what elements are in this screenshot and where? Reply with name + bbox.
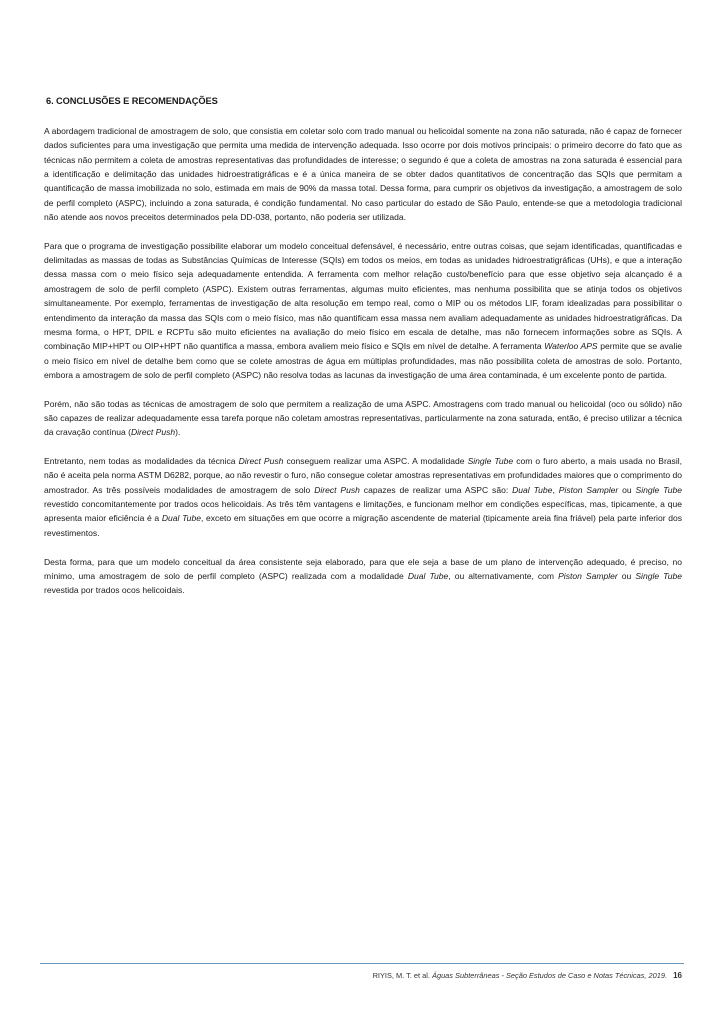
paragraph-4-text-k: ou	[618, 484, 636, 495]
page-footer	[373, 971, 682, 980]
page-number: 16	[673, 971, 682, 980]
paragraph-2-text-a: Para que o programa de investigação possibilite elaborar um modelo conceitual defensável, é necessário, entre outras coisas, que sejam identificadas, quantificadas e delimitadas as massas de todas as Substâncias Químicas de Interesse (SQIs) em todos os meios, em todas as unidades hidroestratigráficas (UHs), e que a interação dessa massa com o meio físico seja adequadamente entendida. A ferramenta com melhor relação custo/benefício para que esse objetivo seja alcançado é a amostragem de solo de perfil completo (ASPC). Existem outras ferramentas, algumas muito eficientes, mas nenhuma possibilita que se atinja todos os objetivos simultaneamente. Por exemplo, ferramentas de investigação de alta resolução em tempo real, como o MIP ou os métodos LIF, foram idealizadas para possibilitar o entendimento da interação da massa das SQIs com o meio físico, mas não quantificam essa massa nem avaliam adequadamente as unidades hidroestratigráficas. Da mesma forma, o HPT, DPIL e RCPTu são muito eficientes na avaliação do meio físico em escala de detalhe, mas não fornecem informações sobre as SQIs. A combinação MIP+HPT ou OIP+HPT não quantifica a massa, embora avaliem meio físico e SQIs em nível de detalhe. A ferramenta	[44, 240, 682, 352]
paragraph-4-italic-f: Direct Push	[314, 484, 360, 495]
paragraph-4	[44, 454, 682, 540]
footer-authors: RIYIS, M. T. et al.	[372, 971, 430, 980]
paragraph-3-text-c: ).	[175, 427, 181, 438]
paragraph-5-italic-d: Piston Sampler	[558, 570, 618, 581]
paragraph-5-text-a: Desta forma, para que um modelo conceitual da área consistente seja elaborado, para que ele seja a base de um plano de intervenção adequado, é preciso, no mínimo, uma amostragem de solo de perfil completo (ASPC) realizada com a modalidade	[44, 556, 682, 581]
paragraph-5-italic-f: Single Tube	[635, 570, 682, 581]
paragraph-4-text-c: conseguem realizar uma ASPC. A modalidade	[283, 456, 468, 467]
paragraph-3-italic-term: Direct Push	[130, 427, 176, 438]
paragraph-4-text-a: Entretanto, nem todas as modalidades da técnica	[44, 456, 239, 467]
paragraph-4-text-i: ,	[552, 484, 559, 495]
paragraph-2-text-c: permite que se avalie o meio físico em nível de detalhe bem como que se colete amostras de água em múltiplas profundidades, mas não possibilita coleta de amostras de solo. Portanto, embora a amostragem de solo de perfil completo (ASPC) não resolva todas as lacunas da investigação de uma área contaminada, é um excelente ponto de partida.	[44, 341, 682, 380]
paragraph-1-text: A abordagem tradicional de amostragem de solo, que consistia em coletar solo com trado manual ou helicoidal somente na zona não saturada, não é capaz de fornecer dados suficientes para uma investigação que permita uma medida de intervenção adequada. Isso ocorre por dois motivos principais: o primeiro decorre do fato que as técnicas não permitem a coleta de amostras representativas das profundidades de interesse; o segundo é que a coleta de amostras na zona saturada é essencial para a identificação e delimitação das unidades hidroestratigráficas e é a única maneira de se obter dados quantitativos de concentração das SQIs que permitam a quantificação de massa imobilizada no solo, estimada em mais de 90% da massa total. Dessa forma, para cumprir os objetivos da investigação, a amostragem de solo de perfil completo (ASPC), incluindo a zona saturada, é condição fundamental. No caso particular do estado de São Paulo, entende-se que a metodologia tradicional não atende aos novos preceitos determinados pela DD-038, portanto, não poderia ser utilizada.	[44, 126, 682, 223]
paragraph-5-italic-b: Dual Tube	[407, 570, 449, 581]
paragraph-4-text-m: revestido concomitantemente por trados ocos helicoidais. As três têm vantagens e limitações, e funcionam melhor em condições específicas, mas, tipicamente, a que apresenta maior eficiência é a	[44, 499, 682, 524]
paragraph-4-italic-h: Dual Tube	[512, 484, 553, 495]
footer-rule	[40, 963, 684, 964]
paragraph-4-text-e: com o furo aberto, a mais usada no Brasil, não é aceita pela norma ASTM D6282, porque, ao não revestir o furo, não consegue coletar amostras representativas em profundidades maiores que o comprimento do amostrador. As três possíveis modalidades de amostragem de solo	[44, 456, 682, 495]
paragraph-1	[44, 124, 682, 224]
paragraph-3	[44, 397, 682, 440]
paragraph-4-text-g: capazes de realizar uma ASPC são:	[359, 484, 513, 495]
paragraph-5-text-g: revestida por trados ocos helicoidais.	[44, 585, 185, 596]
paragraph-4-italic-d: Single Tube	[467, 456, 514, 467]
paragraph-5-text-c: , ou alternativamente, com	[448, 570, 559, 581]
paragraph-5-text-e: ou	[617, 570, 636, 581]
paragraph-4-italic-j: Piston Sampler	[558, 484, 619, 495]
section-heading: 6. CONCLUSÕES E RECOMENDAÇÕES	[46, 96, 218, 106]
paragraph-4-italic-n: Dual Tube	[161, 513, 201, 524]
paragraph-4-italic-b: Direct Push	[238, 456, 284, 467]
paragraph-5	[44, 555, 682, 598]
footer-journal: Águas Subterrâneas - Seção Estudos de Caso e Notas Técnicas, 2019.	[432, 971, 668, 980]
paragraph-2-italic-term: Waterloo APS	[544, 341, 598, 352]
paragraph-2	[44, 239, 682, 382]
paragraph-3-text-a: Porém, não são todas as técnicas de amostragem de solo que permitem a realização de uma ASPC. Amostragens com trado manual ou helicoidal (oco ou sólido) não são capazes de realizar adequadamente essa tarefa porque não coletam amostras representativas, particularmente na zona saturada, então, é preciso utilizar a técnica da cravação contínua (	[44, 398, 682, 438]
paragraph-4-italic-l: Single Tube	[635, 484, 682, 495]
paragraph-4-text-o: , exceto em situações em que ocorre a migração ascendente de material (tipicamente areia fina friável) pela parte inferior dos revestimentos.	[44, 513, 682, 538]
section-body	[44, 124, 682, 612]
